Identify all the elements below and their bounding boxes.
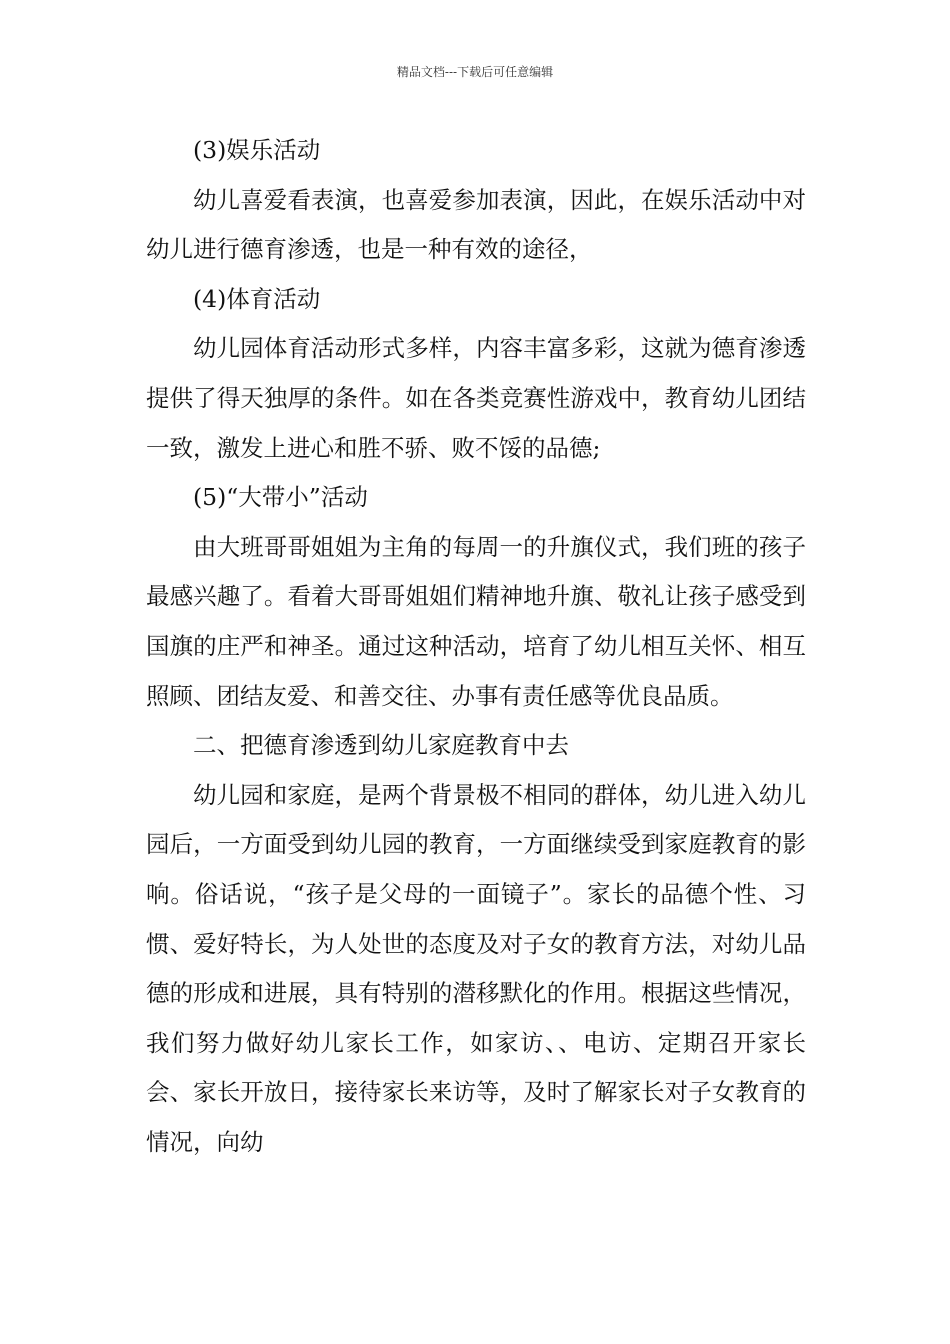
document-body — [146, 126, 806, 1167]
subheading-sports: (4)体育活动 — [193, 284, 321, 313]
subheading-entertainment: (3)娱乐活动 — [193, 136, 321, 164]
paragraph-sports: 幼儿园体育活动形式多样，内容丰富多彩，这就为德育渗透提供了得天独厚的条件。如在各类竞赛性游戏中，教育幼儿团结一致，激发上进心和胜不骄、败不馁的品德; — [146, 334, 806, 462]
paragraph-entertainment: 幼儿喜爱看表演，也喜爱参加表演，因此，在娱乐活动中对幼儿进行德育渗透，也是一种有效的途径， — [146, 185, 806, 264]
subheading-big-help-small: (5)“大带小”活动 — [193, 483, 368, 512]
paragraph-family-education: 幼儿园和家庭，是两个背景极不相同的群体，幼儿进入幼儿园后，一方面受到幼儿园的教育，一方面继续受到家庭教育的影响。俗话说，“孩子是父母的一面镜子”。家长的品德个性、习惯、爱好特长，为人处世的态度及对子女的教育方法，对幼儿品德的形成和进展，具有特别的潜移默化的作用。根据这些情况，我们努力做好幼儿家长工作，如家访、、电访、定期召开家长会、家长开放日，接待家长来访等，及时了解家长对子女教育的情况，向幼 — [146, 780, 806, 1156]
page-header: 精品文档---下载后可任意编辑 — [396, 65, 554, 79]
section-heading-family-education: 二、把德育渗透到幼儿家庭教育中去 — [193, 731, 569, 760]
paragraph-big-help-small: 由大班哥哥姐姐为主角的每周一的升旗仪式，我们班的孩子最感兴趣了。看着大哥哥姐姐们精神地升旗、敬礼让孩子感受到国旗的庄严和神圣。通过这种活动，培育了幼儿相互关怀、相互照顾、团结友爱、和善交往、办事有责任感等优良品质。 — [146, 532, 806, 710]
